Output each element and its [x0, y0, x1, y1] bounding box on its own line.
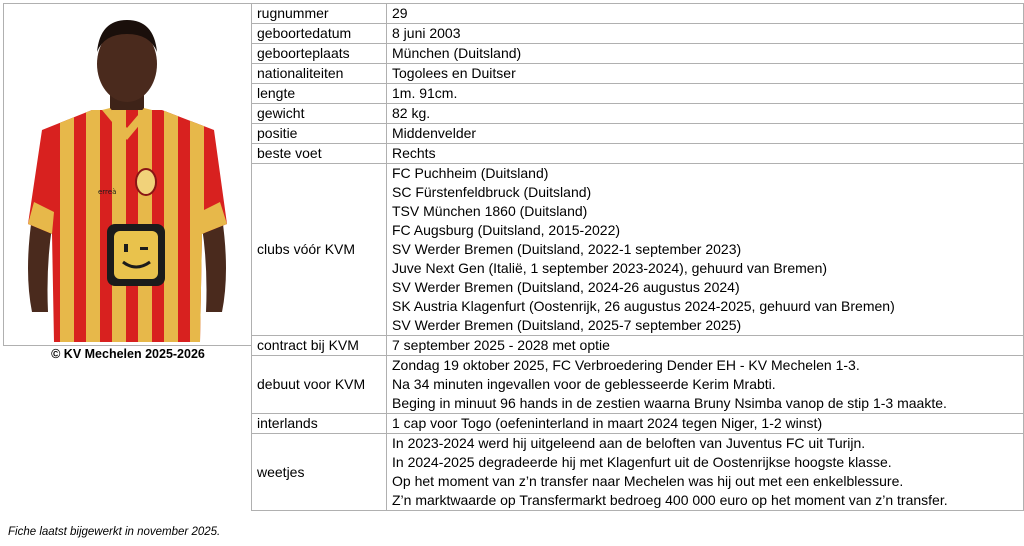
footnote: Fiche laatst bijgewerkt in november 2025. [8, 526, 221, 538]
table-row [252, 84, 1024, 104]
row-label: debuut voor KVM [252, 356, 387, 414]
row-label: geboorteplaats [252, 44, 387, 64]
brand-logo: erreà [98, 188, 117, 196]
row-value: 1m. 91cm. [387, 84, 1024, 104]
table-row [252, 434, 1024, 511]
row-value: München (Duitsland) [387, 44, 1024, 64]
row-label: rugnummer [252, 4, 387, 24]
photo-caption: © KV Mechelen 2025-2026 [51, 347, 205, 361]
club-line: FC Augsburg (Duitsland, 2015-2022) [392, 222, 621, 238]
row-label: gewicht [252, 104, 387, 124]
weetje-line: In 2024-2025 degradeerde hij met Klagenfurt uit de Oostenrijkse hoogste klasse. [392, 454, 892, 470]
table-row [252, 164, 1024, 336]
row-label: positie [252, 124, 387, 144]
table-row [252, 356, 1024, 414]
weetje-line: In 2023-2024 werd hij uitgeleend aan de beloften van Juventus FC uit Turijn. [392, 435, 866, 451]
club-line: SV Werder Bremen (Duitsland, 2024-26 augustus 2024) [392, 279, 740, 295]
row-label: nationaliteiten [252, 64, 387, 84]
row-value: Rechts [387, 144, 1024, 164]
row-label: contract bij KVM [252, 336, 387, 356]
table-row [252, 124, 1024, 144]
row-value: 1 cap voor Togo (oefeninterland in maart 2024 tegen Niger, 1-2 winst) [387, 414, 1024, 434]
player-photo-cell [3, 3, 252, 346]
debut-text [387, 356, 1024, 414]
row-label: interlands [252, 414, 387, 434]
club-line: Juve Next Gen (Italië, 1 september 2023-2024), gehuurd van Bremen) [392, 260, 828, 276]
row-label: weetjes [252, 434, 387, 511]
row-value: Middenvelder [387, 124, 1024, 144]
table-row [252, 144, 1024, 164]
weetje-line: Op het moment van z’n transfer naar Mechelen was hij out met een enkelblessure. [392, 473, 904, 489]
table-row [252, 44, 1024, 64]
player-photo [22, 12, 232, 342]
row-value: Togolees en Duitser [387, 64, 1024, 84]
row-value: 8 juni 2003 [387, 24, 1024, 44]
row-value: 82 kg. [387, 104, 1024, 124]
table-row [252, 336, 1024, 356]
clubs-list [387, 164, 1024, 336]
table-row [252, 4, 1024, 24]
row-label: geboortedatum [252, 24, 387, 44]
club-line: SV Werder Bremen (Duitsland, 2022-1 september 2023) [392, 241, 742, 257]
row-label: beste voet [252, 144, 387, 164]
debut-line: Beging in minuut 96 hands in de zestien waarna Bruny Nsimba vanop de stip 1-3 maakte. [392, 395, 947, 411]
debut-line: Na 34 minuten ingevallen voor de geblesseerde Kerim Mrabti. [392, 376, 776, 392]
table-row [252, 24, 1024, 44]
row-label: clubs vóór KVM [252, 164, 387, 336]
club-line: SV Werder Bremen (Duitsland, 2025-7 september 2025) [392, 317, 742, 333]
table-row [252, 104, 1024, 124]
table-row [252, 414, 1024, 434]
row-label: lengte [252, 84, 387, 104]
table-row [252, 64, 1024, 84]
club-line: FC Puchheim (Duitsland) [392, 165, 549, 181]
club-line: SC Fürstenfeldbruck (Duitsland) [392, 184, 592, 200]
weetje-line: Z’n marktwaarde op Transfermarkt bedroeg 400 000 euro op het moment van z’n transfer. [392, 492, 948, 508]
row-value: 29 [387, 4, 1024, 24]
row-value: 7 september 2025 - 2028 met optie [387, 336, 1024, 356]
club-line: SK Austria Klagenfurt (Oostenrijk, 26 augustus 2024-2025, gehuurd van Bremen) [392, 298, 895, 314]
debut-line: Zondag 19 oktober 2025, FC Verbroedering Dender EH - KV Mechelen 1-3. [392, 357, 860, 373]
weetjes-text [387, 434, 1024, 511]
player-fiche-table [251, 3, 1024, 511]
club-line: TSV München 1860 (Duitsland) [392, 203, 588, 219]
